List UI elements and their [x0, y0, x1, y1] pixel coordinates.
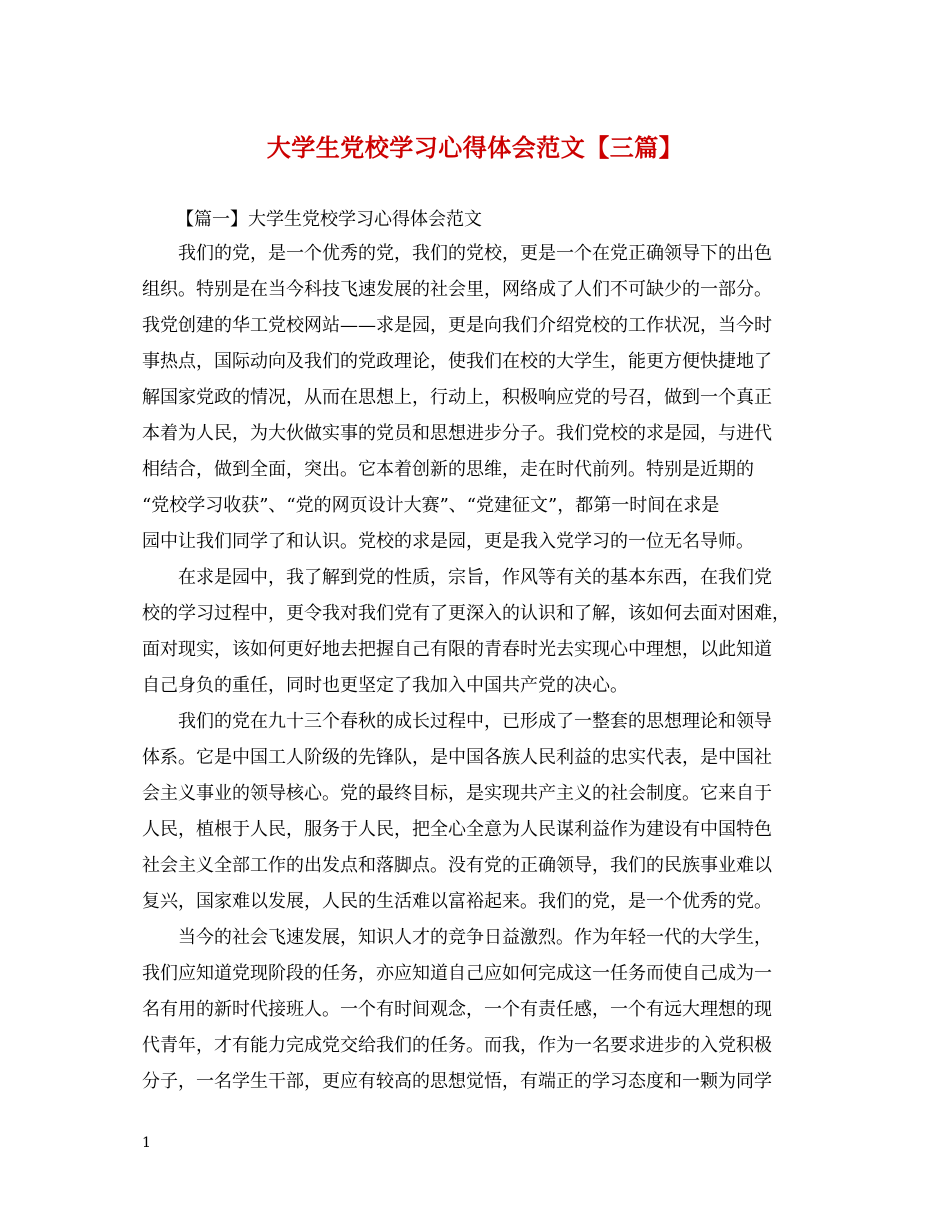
- text-line: 我们应知道党现阶段的任务，亦应知道自己应如何完成这一任务而使自己成为一: [142, 963, 772, 984]
- text-line: 面对现实，该如何更好地去把握自己有限的青春时光去实现心中理想，以此知道: [142, 639, 772, 660]
- text-line: 我们的党，是一个优秀的党，我们的党校，更是一个在党正确领导下的出色: [178, 243, 772, 264]
- text-line: 当今的社会飞速发展，知识人才的竞争日益激烈。作为年轻一代的大学生，: [178, 927, 772, 948]
- text-line: 复兴，国家难以发展，人民的生活难以富裕起来。我们的党，是一个优秀的党。: [142, 891, 772, 912]
- text-line: 名有用的新时代接班人。一个有时间观念，一个有责任感，一个有远大理想的现: [142, 999, 772, 1020]
- text-line: 人民，植根于人民，服务于人民，把全心全意为人民谋利益作为建设有中国特色: [142, 819, 772, 840]
- text-line: 我党创建的华工党校网站——求是园，更是向我们介绍党校的工作状况，当今时: [142, 315, 772, 336]
- text-line: 组织。特别是在当今科技飞速发展的社会里，网络成了人们不可缺少的一部分。: [142, 279, 772, 300]
- body-text: [142, 236, 812, 1100]
- text-line: 在求是园中，我了解到党的性质，宗旨，作风等有关的基本东西，在我们党: [178, 567, 772, 588]
- text-line: 社会主义全部工作的出发点和落脚点。没有党的正确领导，我们的民族事业难以: [142, 855, 772, 876]
- text-line: 会主义事业的领导核心。党的最终目标，是实现共产主义的社会制度。它来自于: [142, 783, 772, 804]
- text-line: 我们的党在九十三个春秋的成长过程中，已形成了一整套的思想理论和领导: [178, 711, 772, 732]
- text-line: 校的学习过程中，更令我对我们党有了更深入的认识和了解，该如何去面对困难，: [142, 603, 790, 624]
- text-line: “党校学习收获”、“党的网页设计大赛”、“党建征文”，都第一时间在求是: [142, 495, 720, 516]
- text-line: 相结合，做到全面，突出。它本着创新的思维，走在时代前列。特别是近期的: [142, 459, 754, 480]
- document-title: 大学生党校学习心得体会范文【三篇】: [266, 133, 684, 162]
- text-line: 分子，一名学生干部，更应有较高的思想觉悟，有端正的学习态度和一颗为同学: [142, 1071, 772, 1092]
- text-line: 自己身负的重任，同时也更坚定了我加入中国共产党的决心。: [142, 675, 628, 696]
- text-line: 体系。它是中国工人阶级的先锋队，是中国各族人民利益的忠实代表，是中国社: [142, 747, 772, 768]
- text-line: 事热点，国际动向及我们的党政理论，使我们在校的大学生，能更方便快捷地了: [142, 351, 772, 372]
- text-line: 园中让我们同学了和认识。党校的求是园，更是我入党学习的一位无名导师。: [142, 531, 754, 552]
- text-line: 本着为人民，为大伙做实事的党员和思想进步分子。我们党校的求是园，与进代: [142, 423, 772, 444]
- section-heading: 【篇一】大学生党校学习心得体会范文: [176, 209, 482, 230]
- text-line: 代青年，才有能力完成党交给我们的任务。而我，作为一名要求进步的入党积极: [142, 1035, 772, 1056]
- page-number: 1: [142, 1135, 151, 1151]
- text-line: 解国家党政的情况，从而在思想上，行动上，积极响应党的号召，做到一个真正: [142, 387, 772, 408]
